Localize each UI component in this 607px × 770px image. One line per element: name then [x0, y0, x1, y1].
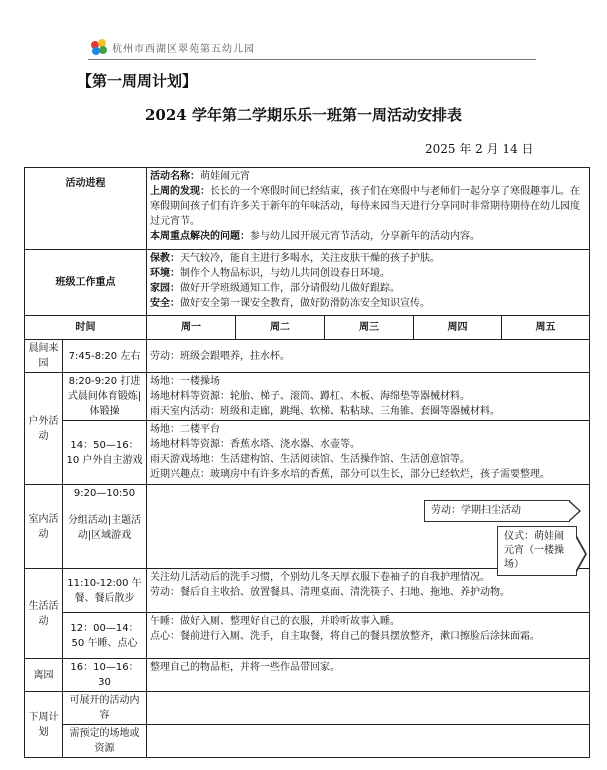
school-logo — [89, 37, 109, 57]
last-week-value: 长长的一个寒假时间已经结束，孩子们在寒假中与老师们一起分享了寒假趣事儿。在寒假期间孩子们有许多关于新年的年味活动，每待来园当天进行分享同时非常期待期待在幼儿园度过元宵节。 — [150, 186, 580, 227]
outdoor-category: 户外活动 — [25, 373, 63, 485]
leave-row — [25, 659, 590, 692]
outdoor-afternoon-time: 14：50—16：10 户外自主游戏 — [63, 421, 147, 485]
next-plan-category: 下周计划 — [25, 692, 63, 758]
indoor-time: 9:20—10:50 分组活动|主题活动|区域游戏 — [63, 485, 147, 569]
arrival-row — [25, 340, 590, 373]
focus-problem-key: 本周重点解决的问题： — [150, 231, 250, 242]
life-noon-time: 11:10-12:00 午餐、餐后散步 — [63, 569, 147, 613]
focus-item: 环境：制作个人物品标识，与幼儿共同创设春日环境。 — [150, 268, 390, 279]
next-plan-row-2 — [25, 725, 590, 758]
activity-content — [147, 168, 590, 250]
weekly-plan-table — [24, 167, 590, 758]
document-date: 2025 年 2 月 14 日 — [425, 142, 534, 156]
outdoor-afternoon-content: 场地：二楼平台 场地材料等资源：香蕉水塔、浇水器、水壶等。 雨天游戏场地：生活建构馆、生活阅读馆、生活操作馆、生活创意馆等。 近期兴趣点：玻璃房中有许多水培的香蕉，部分可以生长，部分已经软烂，孩子需要整理。 — [147, 421, 590, 485]
day-header: 周二 — [236, 316, 325, 340]
life-category: 生活活动 — [25, 569, 63, 659]
time-header: 时间 — [25, 316, 147, 340]
school-name: 杭州市西湖区翠苑第五幼儿园 — [112, 44, 255, 55]
next-plan-row-1 — [25, 692, 590, 725]
next-plan-resources-content — [147, 725, 590, 758]
leave-content: 整理自己的物品柜，并将一些作品带回家。 — [147, 659, 590, 692]
class-focus-label: 班级工作重点 — [25, 250, 147, 316]
leave-category: 离园 — [25, 659, 63, 692]
arrival-category: 晨间来园 — [25, 340, 63, 373]
document-title: 2024 学年第二学期乐乐一班第一周活动安排表 — [145, 106, 462, 124]
outdoor-afternoon-row — [25, 421, 590, 485]
activity-name-value: 萌娃闹元宵 — [200, 171, 250, 182]
activity-name-key: 活动名称： — [150, 171, 200, 182]
week-label: 【第一周周计划】 — [77, 72, 198, 90]
next-plan-item-resources: 需预定的场地或资源 — [63, 725, 147, 758]
last-week-key: 上周的发现： — [150, 186, 210, 197]
focus-item: 安全：做好安全第一课安全教育，做好防滑防冻安全知识宣传。 — [150, 298, 430, 309]
ceremony-callout: 仪式：萌娃闹元宵（一楼操场） — [497, 526, 577, 576]
day-header: 周四 — [414, 316, 502, 340]
header-divider — [88, 59, 536, 60]
focus-item: 保教：天气较冷，能自主进行多喝水，关注皮肤干燥的孩子护肤。 — [150, 253, 440, 264]
life-noon-content: 关注幼儿活动后的洗手习惯，个别幼儿冬天厚衣服下卷袖子的自我护理情况。 劳动：餐后自主收拾、放置餐具、清理桌面、清洗筷子、扫地、拖地、养护动物。 — [147, 569, 590, 613]
activity-label: 活动进程 — [25, 168, 147, 250]
labor-callout: 劳动：学期扫尘活动 — [424, 500, 570, 522]
activity-row — [25, 168, 590, 250]
class-focus-content — [147, 250, 590, 316]
day-header: 周三 — [325, 316, 414, 340]
arrival-time: 7:45-8:20 左右 — [63, 340, 147, 373]
outdoor-morning-row — [25, 373, 590, 421]
outdoor-morning-content: 场地：一楼操场 场地材料等资源：轮胎、梯子、滚筒、蹲杠、木板、海绵垫等器械材料。 雨天室内活动：班级和走廊，跳绳、软梯、粘粘球、三角锥、套圈等器械材料。 — [147, 373, 590, 421]
focus-problem-value: 参与幼儿园开展元宵节活动，分享新年的活动内容。 — [250, 231, 480, 242]
next-plan-item-activities: 可展开的活动内容 — [63, 692, 147, 725]
indoor-category: 室内活动 — [25, 485, 63, 569]
week-header-row — [25, 316, 590, 340]
life-nap-content: 午睡：做好入厕、整理好自己的衣服，并聆听故事入睡。 点心：餐前进行入厕、洗手，自主取餐，将自己的餐具摆放整齐，漱口擦脸后涂抹面霜。 — [147, 613, 590, 659]
focus-item: 家园：做好开学班级通知工作，部分请假幼儿做好跟踪。 — [150, 283, 400, 294]
life-nap-row — [25, 613, 590, 659]
arrival-content: 劳动：班级会跟喂养，拄水杯。 — [147, 340, 590, 373]
day-header: 周五 — [502, 316, 590, 340]
class-focus-row — [25, 250, 590, 316]
day-header: 周一 — [147, 316, 236, 340]
life-nap-time: 12：00—14：50 午睡、点心 — [63, 613, 147, 659]
next-plan-activities-content — [147, 692, 590, 725]
leave-time: 16：10—16：30 — [63, 659, 147, 692]
outdoor-morning-time: 8:20-9:20 打进式晨间体育锻炼|体锻操 — [63, 373, 147, 421]
